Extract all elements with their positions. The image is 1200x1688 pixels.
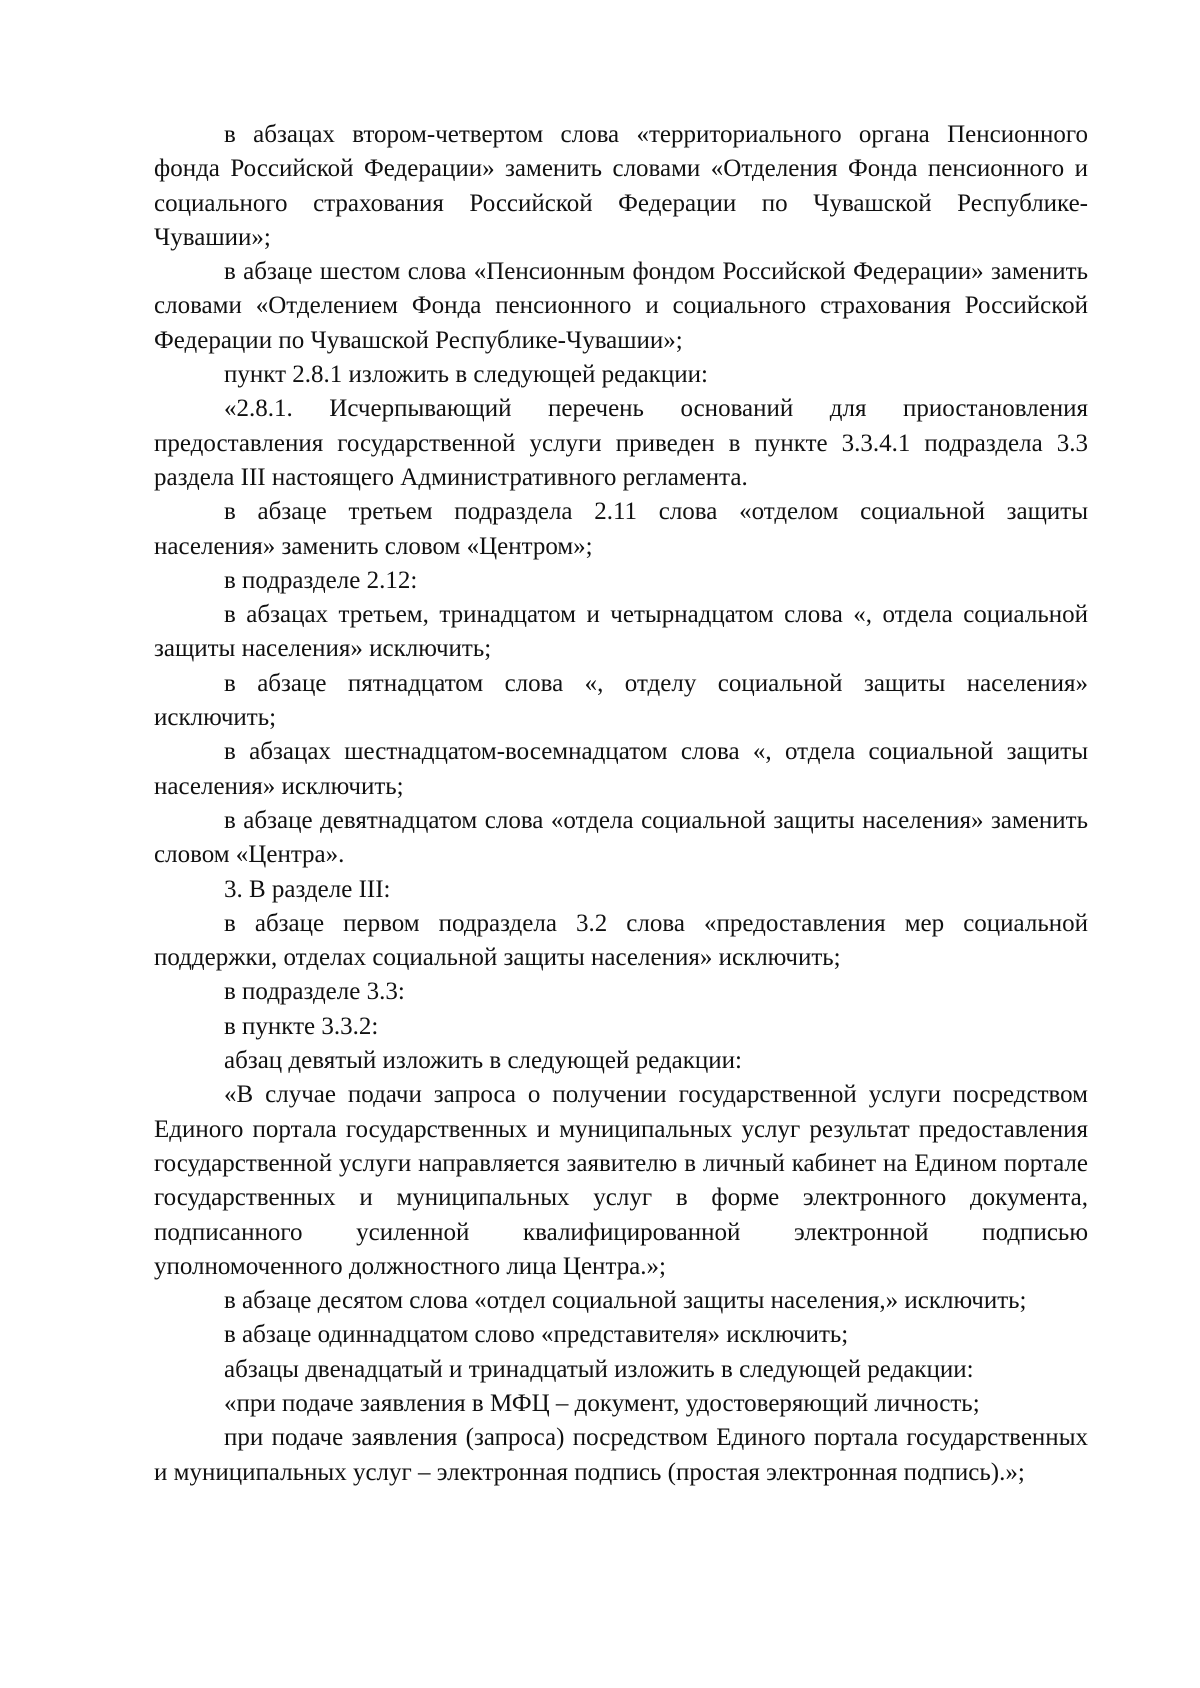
paragraph: в абзацах шестнадцатом-восемнадцатом слова «, отдела социальной защиты населения» исключить; [154, 738, 1088, 800]
document-body [154, 118, 1088, 1490]
paragraph: «В случае подачи запроса о получении государственной услуги посредством Единого портала государственных и муниципальных услуг результат предоставления государственной услуги направляется заявителю в личный кабинет на Едином портале государственных и муниципальных услуг в форме электронного документа, подписанного усиленной квалифицированной электронной подписью уполномоченного должностного лица Центра.»; [154, 1081, 1088, 1280]
paragraph: в абзаце пятнадцатом слова «, отделу социальной защиты населения» исключить; [154, 669, 1088, 732]
paragraph: в абзацах втором-четвертом слова «территориального органа Пенсионного фонда Российской Федерации» заменить словами «Отделения Фонда пенсионного и социального страхования Российской Федерации по Чувашской Республике-Чувашии»; [154, 121, 1088, 251]
paragraph: в абзаце одиннадцатом слово «представителя» исключить; [224, 1321, 849, 1349]
paragraph: в подразделе 2.12: [224, 566, 418, 594]
paragraph: в абзаце третьем подраздела 2.11 слова «отделом социальной защиты населения» заменить словом «Центром»; [154, 498, 1088, 560]
paragraph: в абзацах третьем, тринадцатом и четырнадцатом слова «, отдела социальной защиты населения» исключить; [154, 601, 1088, 663]
paragraph: абзац девятый изложить в следующей редакции: [224, 1047, 742, 1075]
paragraph: при подаче заявления (запроса) посредством Единого портала государственных и муниципальных услуг – электронная подпись (простая электронная подпись).»; [154, 1424, 1088, 1486]
section-heading: 3. В разделе III: [224, 875, 391, 903]
paragraph: «при подаче заявления в МФЦ – документ, удостоверяющий личность; [224, 1389, 980, 1417]
paragraph: в абзаце шестом слова «Пенсионным фондом Российской Федерации» заменить словами «Отделением Фонда пенсионного и социального страхования Российской Федерации по Чувашской Республике-Чувашии»; [154, 258, 1088, 354]
paragraph: в подразделе 3.3: [224, 978, 405, 1006]
paragraph: «2.8.1. Исчерпывающий перечень оснований для приостановления предоставления государственной услуги приведен в пункте 3.3.4.1 подраздела 3.3 раздела III настоящего Административного регламента. [154, 395, 1088, 491]
paragraph: в абзаце первом подраздела 3.2 слова «предоставления мер социальной поддержки, отделах социальной защиты населения» исключить; [154, 909, 1088, 972]
paragraph: в абзаце девятнадцатом слова «отдела социальной защиты населения» заменить словом «Центра». [154, 806, 1088, 869]
paragraph: абзацы двенадцатый и тринадцатый изложить в следующей редакции: [224, 1355, 974, 1383]
paragraph: в абзаце десятом слова «отдел социальной защиты населения,» исключить; [224, 1287, 1027, 1315]
paragraph: в пункте 3.3.2: [224, 1012, 379, 1040]
paragraph: пункт 2.8.1 изложить в следующей редакции: [224, 361, 708, 389]
